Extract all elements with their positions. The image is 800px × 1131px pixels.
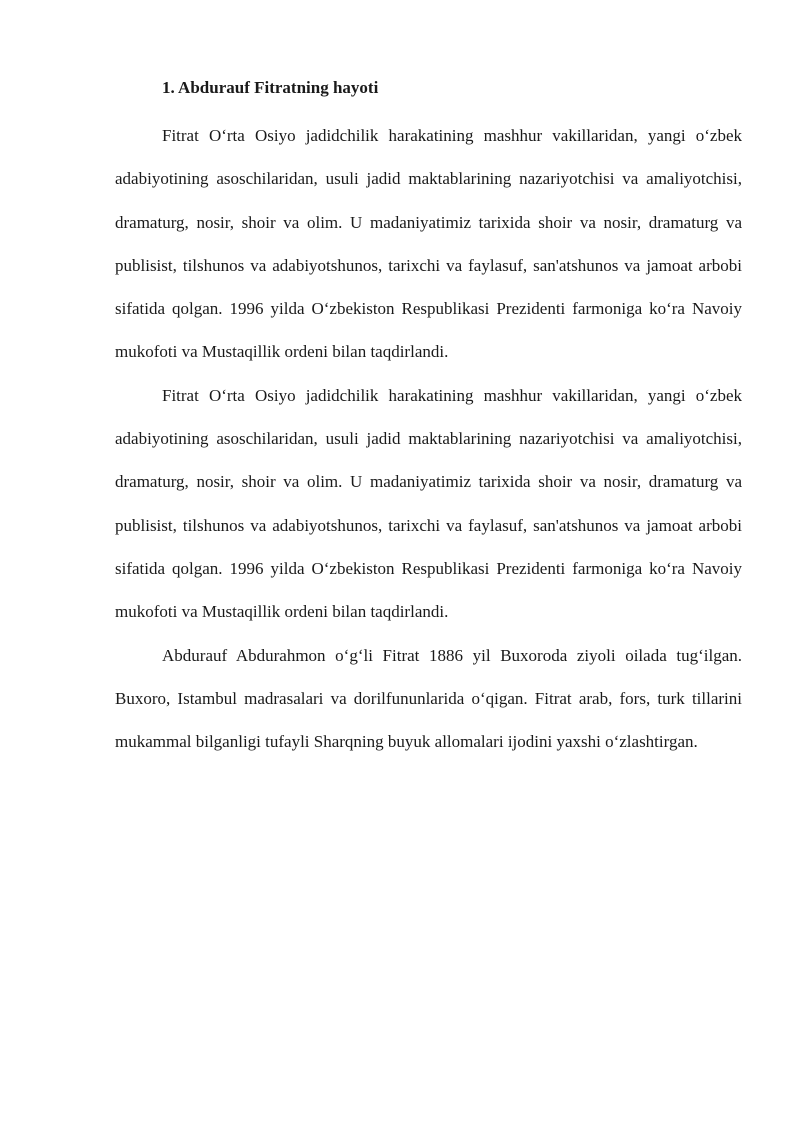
section-heading: 1. Abdurauf Fitratning hayoti	[162, 78, 379, 97]
document-body	[115, 70, 742, 763]
paragraph-3: Abdurauf Abdurahmon o‘g‘li Fitrat 1886 yil Buxoroda ziyoli oilada tug‘ilgan. Buxoro, Istambul madrasalari va dorilfununlarida o‘qigan. Fitrat arab, fors, turk tillarini mukammal bilganligi tufayli Sharqning buyuk allomalari ijodini yaxshi o‘zlashtirgan.	[115, 645, 742, 752]
paragraph-1: Fitrat O‘rta Osiyo jadidchilik harakatining mashhur vakillaridan, yangi o‘zbek adabiyotining asoschilaridan, usuli jadid maktablarining nazariyotchisi va amaliyotchisi, dramaturg, nosir, shoir va olim. U madaniyatimiz tarixida shoir va nosir, dramaturg va publisist, tilshunos va adabiyotshunos, tarixchi va faylasuf, san'atshunos va jamoat arbobi sifatida qolgan. 1996 yilda O‘zbekiston Respublikasi Prezidenti farmoniga ko‘ra Navoiy mukofoti va Mustaqillik ordeni bilan taqdirlandi.	[115, 126, 742, 362]
paragraph-2: Fitrat O‘rta Osiyo jadidchilik harakatining mashhur vakillaridan, yangi o‘zbek adabiyotining asoschilaridan, usuli jadid maktablarining nazariyotchisi va amaliyotchisi, dramaturg, nosir, shoir va olim. U madaniyatimiz tarixida shoir va nosir, dramaturg va publisist, tilshunos va adabiyotshunos, tarixchi va faylasuf, san'atshunos va jamoat arbobi sifatida qolgan. 1996 yilda O‘zbekiston Respublikasi Prezidenti farmoniga ko‘ra Navoiy mukofoti va Mustaqillik ordeni bilan taqdirlandi.	[115, 385, 742, 622]
